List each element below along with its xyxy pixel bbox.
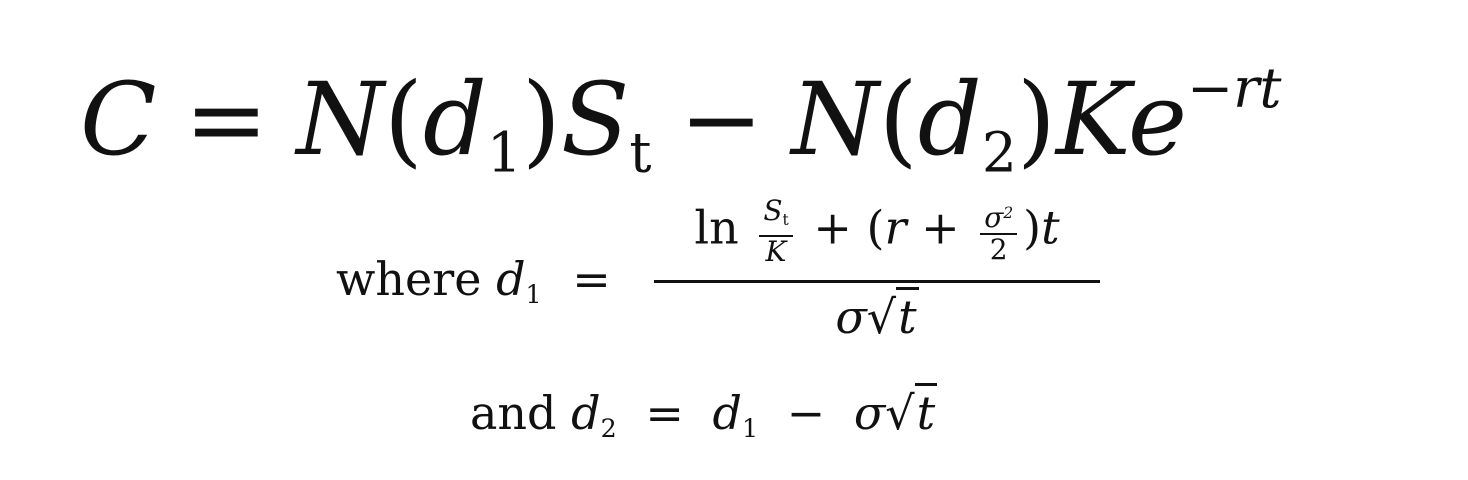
d2-equals: = — [645, 386, 684, 440]
den-sigma: σ — [835, 290, 867, 344]
d1-subscript: 1 — [486, 120, 522, 185]
equals-sign: = — [184, 60, 269, 178]
close-paren-d1: ) — [1023, 200, 1042, 255]
close-paren-2: ) — [1016, 60, 1056, 178]
d1-symbol: d — [422, 60, 487, 178]
variance-fraction — [980, 198, 1017, 265]
d2-sqrt-t — [885, 386, 937, 440]
stock-price-subscript: t — [629, 120, 652, 185]
normal-cdf-symbol: N — [296, 60, 384, 178]
sigma-top: σ — [984, 201, 1004, 235]
d2-t: t — [915, 383, 938, 440]
d1-equals: = — [572, 252, 611, 306]
where-word: where — [336, 252, 482, 306]
d1-fraction — [654, 190, 1100, 360]
euler-e-symbol: e — [1127, 60, 1188, 178]
d2-rhs-subscript: 1 — [741, 414, 759, 444]
ratio-bottom: K — [759, 235, 792, 267]
d2-definition — [470, 386, 937, 443]
d2-minus: − — [786, 386, 826, 440]
ln-symbol: ln — [694, 200, 739, 255]
stock-price-symbol: S — [560, 60, 630, 178]
d1-denominator — [654, 290, 1100, 344]
variance-bottom: 2 — [980, 233, 1017, 265]
d1-numerator — [654, 196, 1100, 268]
time-symbol: t — [1041, 200, 1060, 255]
strike-symbol: K — [1055, 60, 1128, 178]
sqrt-icon: √ — [866, 290, 897, 344]
open-paren: ( — [383, 60, 423, 178]
sigma-exp: 2 — [1003, 203, 1014, 222]
sqrt-icon-2: √ — [885, 386, 915, 440]
ratio-top-sub: t — [782, 210, 789, 229]
close-paren: ) — [521, 60, 561, 178]
and-word: and — [470, 386, 557, 440]
d1-var-subscript: 1 — [525, 280, 542, 310]
plus-sign-2: + — [921, 200, 960, 255]
d2-symbol: d — [917, 60, 982, 178]
sqrt-t — [867, 290, 919, 344]
fraction-bar — [654, 280, 1100, 283]
call-price-symbol: C — [80, 60, 157, 178]
d2-var-subscript: 2 — [600, 414, 617, 444]
den-t: t — [896, 287, 919, 344]
rate-symbol: r — [884, 200, 907, 255]
d2-subscript: 2 — [981, 120, 1017, 185]
exponent: −rt — [1187, 56, 1282, 120]
plus-sign: + — [813, 200, 852, 255]
price-ratio-fraction — [759, 196, 792, 267]
d2-var: d — [571, 386, 601, 440]
d2-rhs-var: d — [712, 386, 742, 440]
minus-sign: − — [679, 60, 764, 178]
open-paren-2: ( — [878, 60, 918, 178]
d1-var: d — [496, 252, 526, 306]
normal-cdf-symbol-2: N — [791, 60, 879, 178]
open-paren-d1: ( — [866, 200, 885, 255]
d1-definition — [336, 190, 1136, 360]
ratio-top: S — [763, 194, 783, 227]
main-formula — [80, 28, 1380, 212]
d2-sigma: σ — [853, 386, 886, 440]
